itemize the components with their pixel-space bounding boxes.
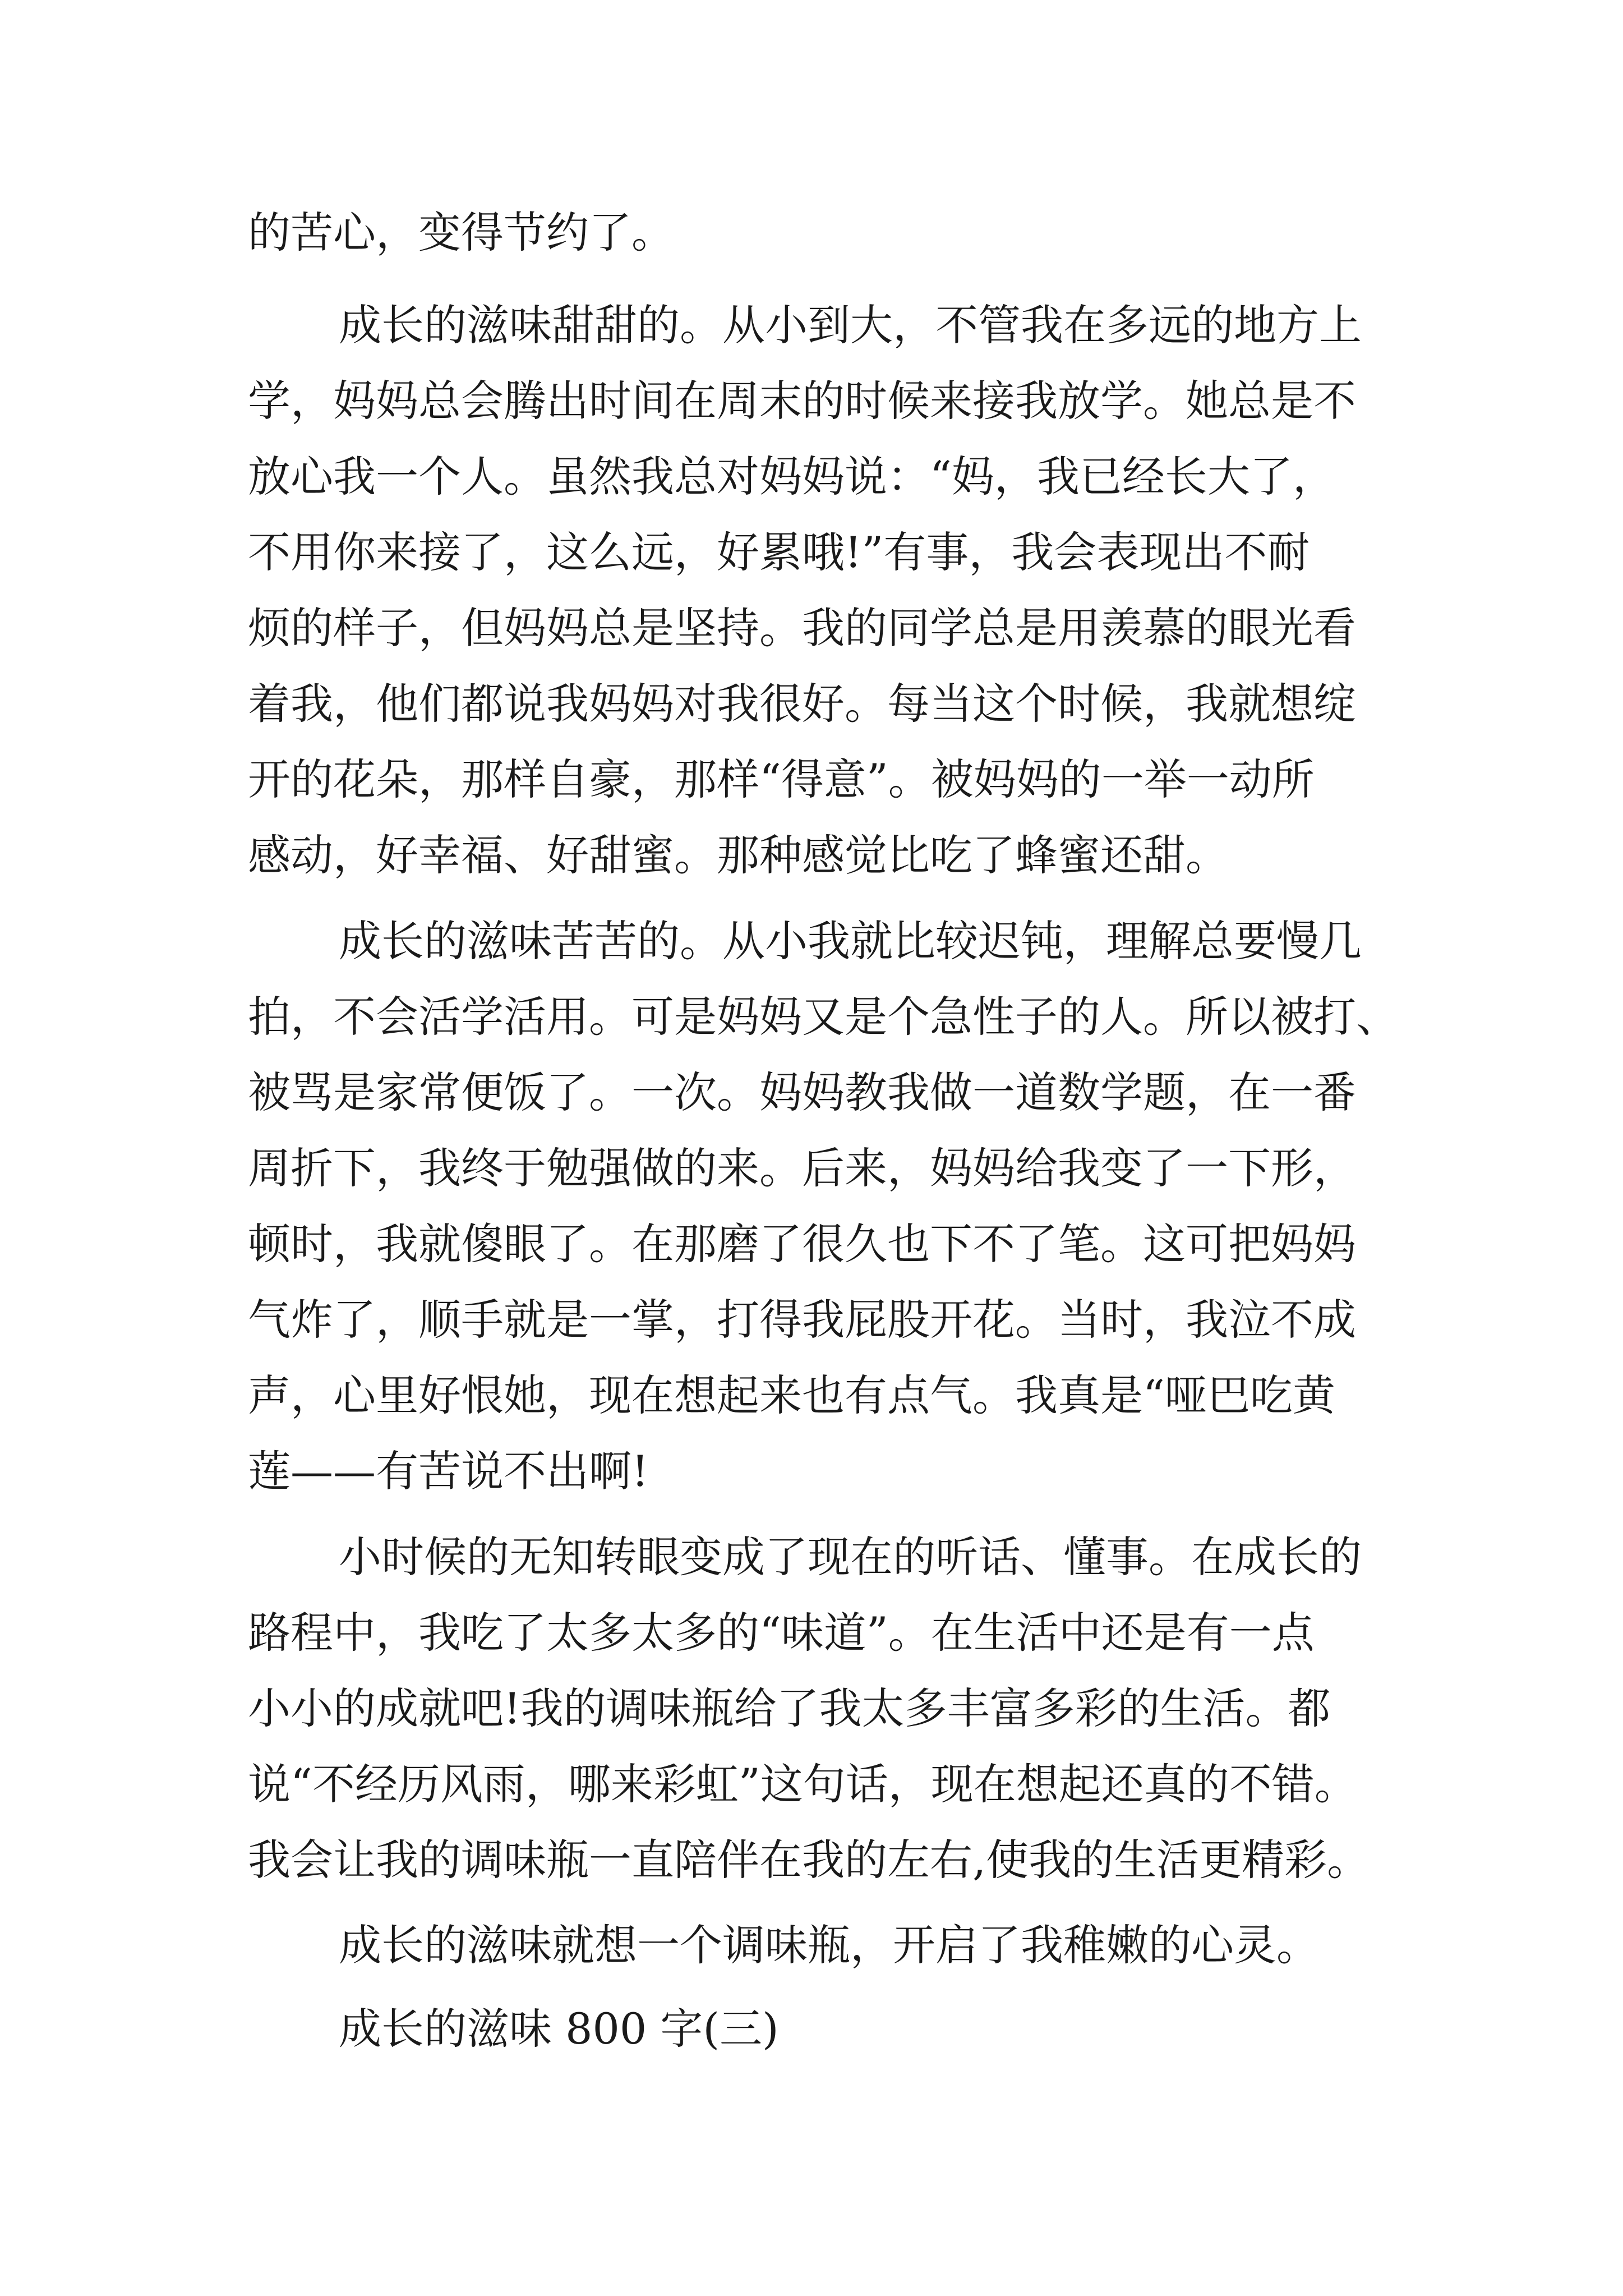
text-line	[0, 1293, 1623, 1347]
line-text: 着我，他们都说我妈妈对我很好。每当这个时候，我就想绽	[248, 679, 1356, 729]
text-line	[0, 1066, 1623, 1120]
text-line	[0, 914, 1623, 968]
line-text: 说“不经历风雨，哪来彩虹”这句话，现在想起还真的不错。	[248, 1759, 1357, 1809]
text-line	[0, 1833, 1623, 1887]
line-text: 莲——有苦说不出啊!	[248, 1446, 649, 1496]
text-line	[0, 990, 1623, 1044]
text-line	[0, 1530, 1623, 1584]
line-text: 周折下，我终于勉强做的来。后来，妈妈给我变了一下形，	[248, 1143, 1356, 1193]
line-text: 成长的滋味苦苦的。从小我就比较迟钝，理解总要慢几	[339, 916, 1362, 966]
section-heading	[0, 2002, 1623, 2056]
line-text: 放心我一个人。虽然我总对妈妈说：“妈，我已经长大了，	[248, 452, 1335, 501]
line-text: 小时候的无知转眼变成了现在的听话、懂事。在成长的	[339, 1532, 1362, 1582]
heading-text: 成长的滋味 800 字(三)	[339, 2004, 779, 2054]
text-line	[0, 1757, 1623, 1811]
line-text: 成长的滋味甜甜的。从小到大，不管我在多远的地方上	[339, 300, 1362, 350]
line-text: 拍，不会活学活用。可是妈妈又是个急性子的人。所以被打、	[248, 992, 1399, 1042]
line-text: 开的花朵，那样自豪，那样“得意”。被妈妈的一举一动所	[248, 754, 1315, 804]
line-text: 气炸了，顺手就是一掌，打得我屁股开花。当时，我泣不成	[248, 1295, 1356, 1345]
text-line	[0, 1606, 1623, 1660]
text-line	[0, 374, 1623, 428]
line-text: 学，妈妈总会腾出时间在周末的时候来接我放学。她总是不	[248, 376, 1356, 426]
line-text: 顿时，我就傻眼了。在那磨了很久也下不了笔。这可把妈妈	[248, 1219, 1356, 1269]
text-line	[0, 753, 1623, 807]
text-line	[0, 526, 1623, 579]
line-text: 感动，好幸福、好甜蜜。那种感觉比吃了蜂蜜还甜。	[248, 830, 1228, 880]
text-line	[0, 829, 1623, 882]
text-line	[0, 450, 1623, 504]
line-text: 我会让我的调味瓶一直陪伴在我的左右,使我的生活更精彩。	[248, 1835, 1370, 1885]
text-line	[0, 677, 1623, 731]
text-line	[0, 1142, 1623, 1195]
text-line	[0, 601, 1623, 655]
line-text: 声，心里好恨她，现在想起来也有点气。我真是“哑巴吃黄	[248, 1370, 1335, 1420]
text-line	[0, 1369, 1623, 1423]
line-text: 路程中，我吃了太多太多的“味道”。在生活中还是有一点	[248, 1608, 1315, 1658]
text-line	[0, 1918, 1623, 1972]
text-line	[0, 1682, 1623, 1736]
line-text: 的苦心，变得节约了。	[248, 208, 674, 257]
line-text: 成长的滋味就想一个调味瓶，开启了我稚嫩的心灵。	[339, 1920, 1319, 1970]
text-line	[0, 1444, 1623, 1498]
text-line	[0, 206, 1623, 260]
line-text: 烦的样子，但妈妈总是坚持。我的同学总是用羡慕的眼光看	[248, 603, 1356, 653]
text-line	[0, 298, 1623, 352]
line-text: 小小的成就吧!我的调味瓶给了我太多丰富多彩的生活。都	[248, 1683, 1331, 1733]
text-line	[0, 1217, 1623, 1271]
line-text: 被骂是家常便饭了。一次。妈妈教我做一道数学题，在一番	[248, 1068, 1356, 1117]
line-text: 不用你来接了，这么远，好累哦!”有事，我会表现出不耐	[248, 527, 1310, 577]
